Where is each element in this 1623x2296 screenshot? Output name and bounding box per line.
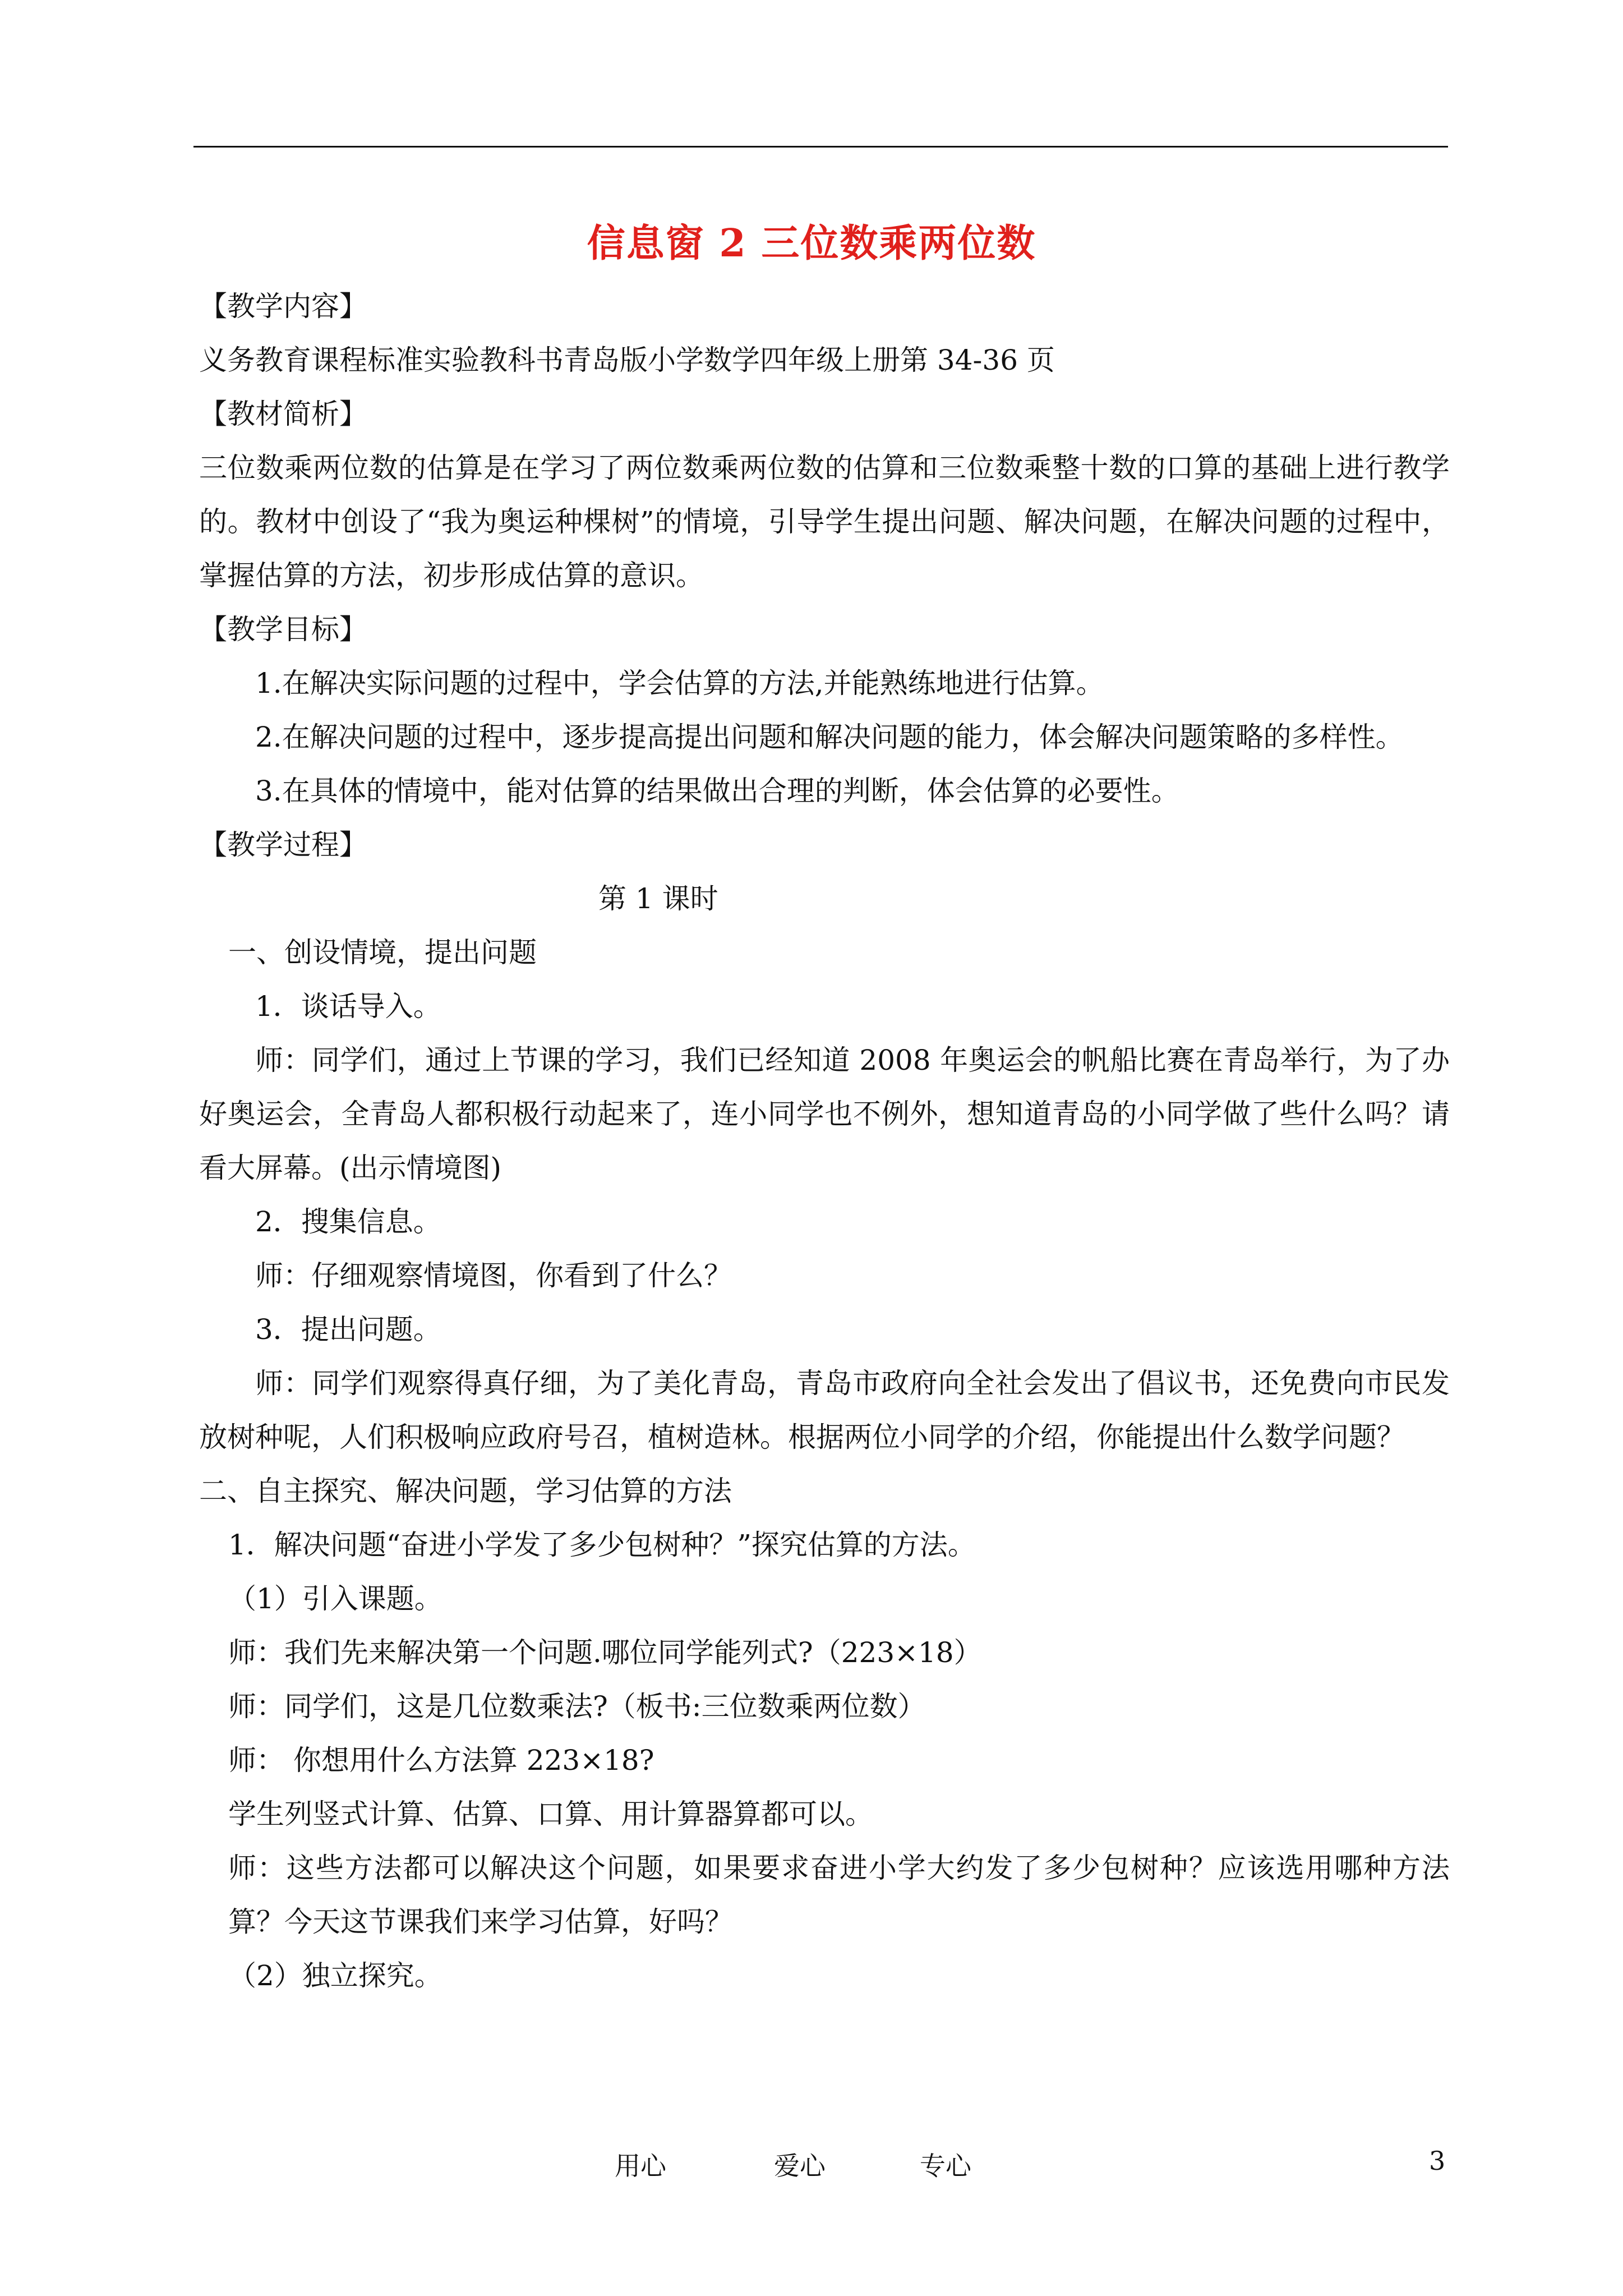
goal-item: 2.在解决问题的过程中，逐步提高提出问题和解决问题的能力，体会解决问题策略的多样性。	[255, 721, 1404, 753]
part1-heading: 一、创设情境，提出问题	[228, 936, 537, 969]
footer-word-2: 爱心	[774, 2151, 826, 2181]
sub-heading: （1）引入课题。	[228, 1582, 442, 1615]
step-heading: 1．谈话导入。	[255, 990, 441, 1023]
dialog-line: 师：同学们，这是几位数乘法?（板书:三位数乘两位数）	[228, 1690, 926, 1723]
section-heading-goals: 【教学目标】	[199, 613, 367, 646]
footer-word-3: 专心	[920, 2151, 971, 2181]
analysis-paragraph: 三位数乘两位数的估算是在学习了两位数乘两位数的估算和三位数乘整十数的口算的基础上进行教学的。教材中创设了“我为奥运种棵树”的情境，引导学生提出问题、解决问题，在解决问题的过程中，掌握估算的方法，初步形成估算的意识。	[199, 452, 1450, 592]
content-text: 义务教育课程标准实验教科书青岛版小学数学四年级上册第 34-36 页	[199, 344, 1055, 376]
lesson-label: 第 1 课时	[598, 882, 718, 915]
dialog-line: 师：我们先来解决第一个问题.哪位同学能列式?（223×18）	[228, 1636, 982, 1669]
dialog-paragraph: 师：这些方法都可以解决这个问题，如果要求奋进小学大约发了多少包树种？应该选用哪种方法算？今天这节课我们来学习估算，好吗？	[228, 1852, 1450, 1938]
section-heading-analysis: 【教材简析】	[199, 398, 367, 430]
page-title: 信息窗 2 三位数乘两位数	[587, 221, 1036, 266]
header-rule	[193, 146, 1448, 148]
sub-heading: （2）独立探究。	[228, 1959, 442, 1992]
step-heading: 2．搜集信息。	[255, 1205, 441, 1238]
step-heading: 3．提出问题。	[255, 1313, 441, 1346]
section-heading-process: 【教学过程】	[199, 829, 367, 861]
page-number: 3	[1429, 2146, 1446, 2176]
footer-word-1: 用心	[615, 2151, 666, 2181]
dialog-line: 师： 你想用什么方法算 223×18?	[228, 1744, 654, 1777]
part2-heading: 二、自主探究、解决问题，学习估算的方法	[199, 1475, 732, 1507]
dialog-line: 学生列竖式计算、估算、口算、用计算器算都可以。	[228, 1798, 873, 1830]
step1-paragraph: 师：同学们，通过上节课的学习，我们已经知道 2008 年奥运会的帆船比赛在青岛举行，为了办好奥运会，全青岛人都积极行动起来了，连小同学也不例外，想知道青岛的小同学做了些什么吗？请看大屏幕。(出示情境图)	[199, 1044, 1450, 1184]
document-body	[199, 279, 1450, 2003]
section-heading-content: 【教学内容】	[199, 290, 367, 323]
step2-paragraph: 师：仔细观察情境图，你看到了什么？	[255, 1259, 732, 1292]
sub-heading: 1．解决问题“奋进小学发了多少包树种？”探究估算的方法。	[228, 1529, 976, 1561]
goal-item: 3.在具体的情境中，能对估算的结果做出合理的判断，体会估算的必要性。	[255, 775, 1179, 807]
step3-paragraph: 师：同学们观察得真仔细，为了美化青岛，青岛市政府向全社会发出了倡议书，还免费向市民发放树种呢，人们积极响应政府号召，植树造林。根据两位小同学的介绍，你能提出什么数学问题？	[199, 1367, 1450, 1453]
goal-item: 1.在解决实际问题的过程中，学会估算的方法,并能熟练地进行估算。	[255, 667, 1104, 700]
